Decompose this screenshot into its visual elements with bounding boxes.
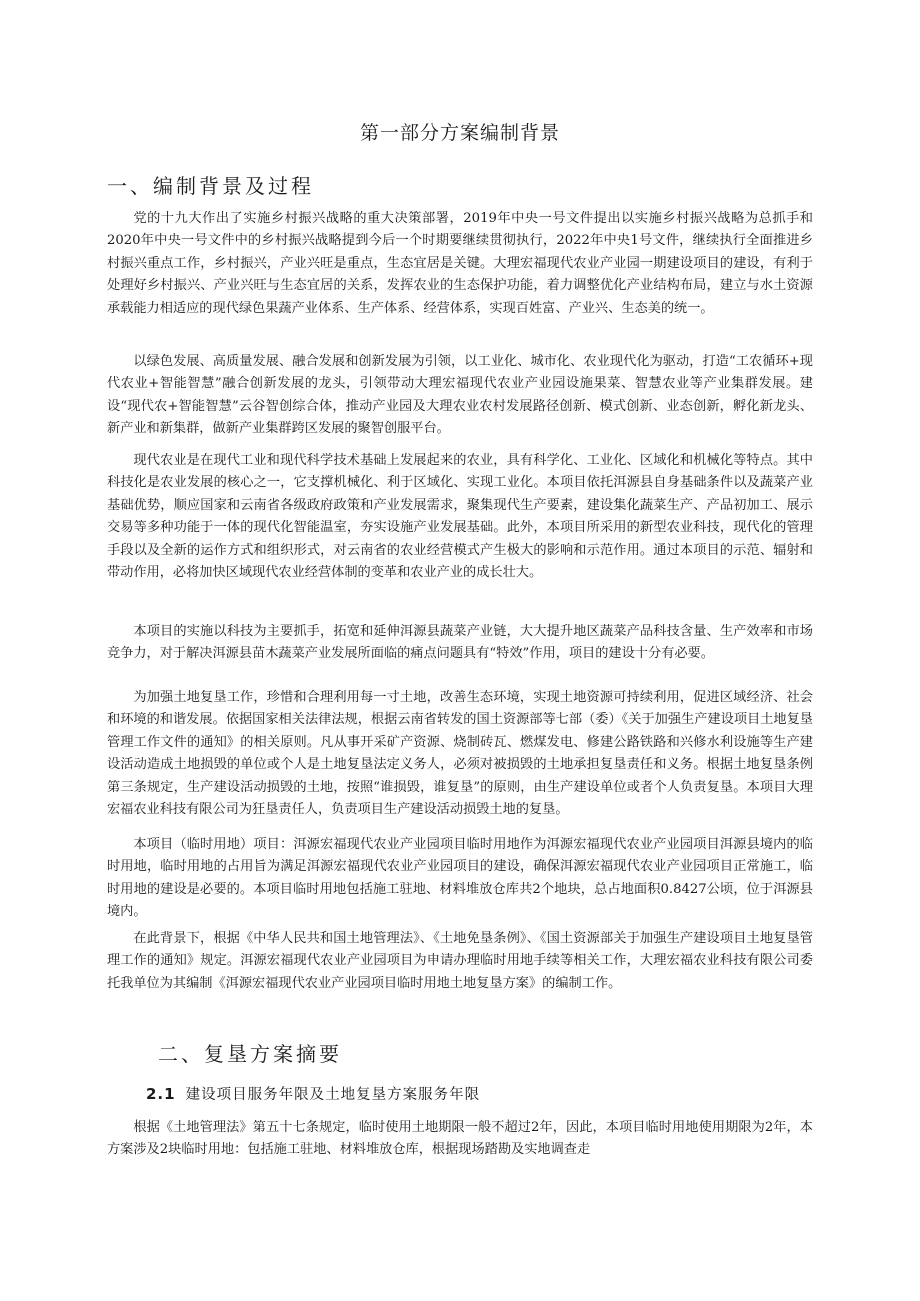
subsection-number: 2.1	[146, 1085, 176, 1103]
subsection-title: 建设项目服务年限及土地复垦方案服务年限	[185, 1087, 481, 1103]
section-1-paragraph-1: 党的十九大作出了实施乡村振兴战略的重大决策部署，2019年中央一号文件提出以实施乡村振兴战略为总抓手和2020年中央一号文件中的乡村振兴战略提到今后一个时期要继续贯彻执行，2022年中央1号文件，继续执行全面推进乡村振兴重点工作，乡村振兴，产业兴旺是重点，生态宜居是关键。大理宏福现代农业产业园一期建设项目的建设，有利于处理好乡村振兴、产业兴旺与生态宜居的关系，发挥农业的生态保护功能，着力调整优化产业结构布局，建立与水土资源承载能力相适应的现代绿色果蔬产业体系、生产体系、经营体系，实现百姓富、产业兴、生态美的统一。	[107, 211, 813, 316]
section-1-paragraph-7: 在此背景下，根据《中华人民共和国土地管理法》、《土地免垦条例》、《国土资源部关于加强生产建设项目土地复垦管理工作的通知》规定。洱源宏福现代农业产业园项目为申请办理临时用地手续等相关工作，大理宏福农业科技有限公司委托我单位为其编制《洱源宏福现代农业产业园项目临时用地土地复垦方案》的编制工作。	[107, 931, 813, 991]
section-1-paragraph-6: 本项目（临时用地）项目：洱源宏福现代农业产业园项目临时用地作为洱源宏福现代农业产业园项目洱源县境内的临时用地，临时用地的占用旨为满足洱源宏福现代农业产业园项目的建设，确保洱源宏福现代农业产业园项目正常施工，临时用地的建设是必要的。本项目临时用地包括施工驻地、材料堆放仓库共2个地块，总占地面积0.8427公顷，位于洱源县境内。	[107, 837, 813, 920]
section-2-heading: 二、复垦方案摘要	[158, 1042, 342, 1066]
section-1-paragraph-3: 现代农业是在现代工业和现代科学技术基础上发展起来的农业，具有科学化、工业化、区域化和机械化等特点。其中科技化是农业发展的核心之一，它支撑机械化、利于区域化、实现工业化。本项目依托洱源县自身基础条件以及蔬菜产业基础优势，顺应国家和云南省各级政府政策和产业发展需求，聚集现代生产要素，建设集化蔬菜生产、产品初加工、展示交易等多种功能于一体的现代化智能温室，夯实设施产业发展基础。此外，本项目所采用的新型农业科技，现代化的管理手段以及全新的运作方式和组织形式，对云南省的农业经营模式产生极大的影响和示范作用。通过本项目的示范、辐射和带动作用，必将加快区域现代农业经营体制的变革和农业产业的成长壮大。	[107, 453, 813, 581]
section-1-paragraph-5: 为加强土地复垦工作，珍惜和合理利用每一寸土地，改善生态环境，实现土地资源可持续利用，促进区域经济、社会和环境的和谐发展。依据国家相关法律法规，根据云南省转发的国土资源部等七部（委）《关于加强生产建设项目土地复垦管理工作文件的通知》的相关原则。凡从事开采矿产资源、烧制砖瓦、燃煤发电、修建公路铁路和兴修水利设施等生产建设活动造成土地损毁的单位或个人是土地复垦法定义务人，必须对被损毁的土地承担复垦责任和义务。根据土地复垦条例第三条规定，生产建设活动损毁的土地，按照“谁损毁，谁复垦”的原则，由生产建设单位或者个人负责复垦。本项目大理宏福农业科技有限公司为狂垦责任人，负责项目生产建设活动损毁土地的复垦。	[107, 690, 813, 818]
part-title: 第一部分方案编制背景	[359, 122, 560, 144]
section-1-paragraph-2: 以绿色发展、高质量发展、融合发展和创新发展为引领，以工业化、城市化、农业现代化为驱动，打造“工农循环+现代农业+智能智慧”融合创新发展的龙头，引领带动大理宏福现代农业产业园设施果菜、智慧农业等产业集群发展。建设“现代农+智能智慧”云谷智创综合体，推动产业园及大理农业农村发展路径创新、模式创新、业态创新，孵化新龙头、新产业和新集群，做新产业集群跨区发展的聚智创服平台。	[107, 354, 813, 437]
section-2-paragraph-1: 根据《土地管理法》第五十七条规定，临时使用土地期限一般不超过2年，因此，本项目临时用地使用期限为2年，本方案涉及2块临时用地：包括施工驻地、材料堆放仓库，根据现场踏勘及实地调查走	[107, 1120, 813, 1158]
section-1-heading: 一、编制背景及过程	[107, 174, 314, 198]
subsection-2-1-heading	[146, 1083, 480, 1104]
section-1-paragraph-4: 本项目的实施以科技为主要抓手，拓宽和延伸洱源县蔬菜产业链，大大提升地区蔬菜产品科技含量、生产效率和市场竞争力，对于解决洱源县苗木蔬菜产业发展所面临的痛点问题具有“特效”作用，项目的建设十分有必要。	[107, 624, 813, 662]
